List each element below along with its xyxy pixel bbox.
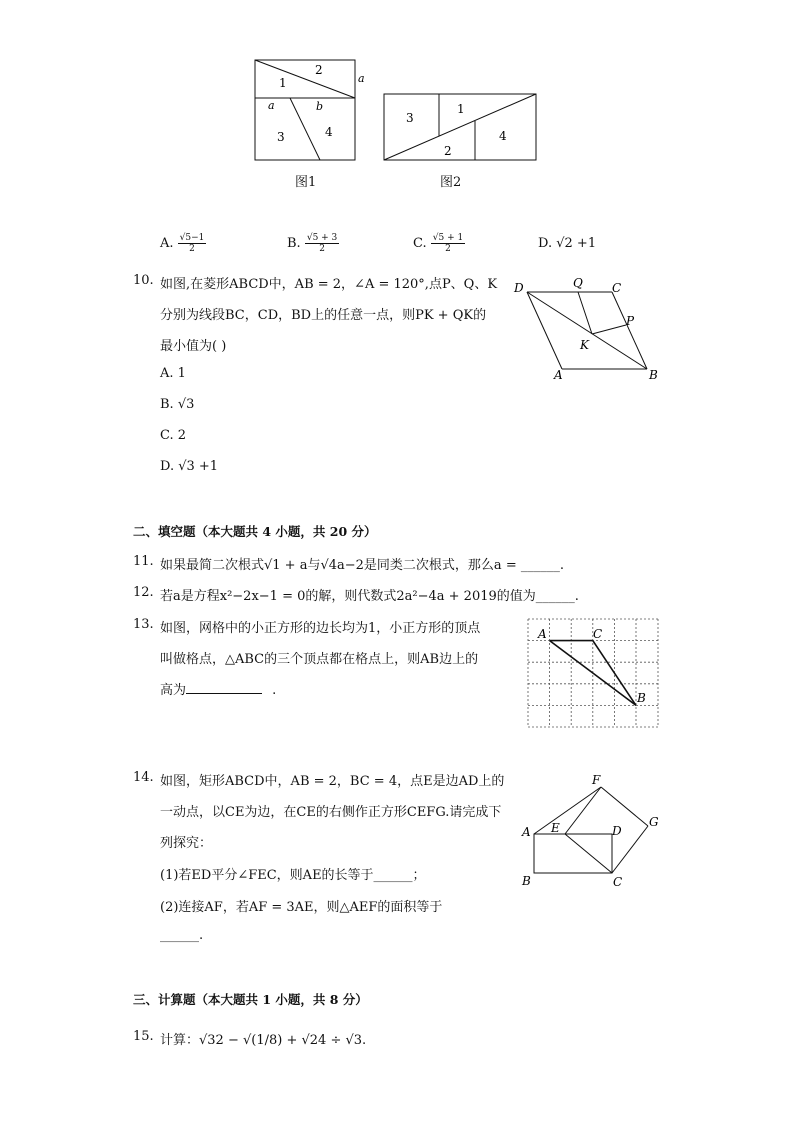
fig1-label-b-top: b bbox=[316, 100, 324, 113]
q15-number: 15. bbox=[133, 1029, 154, 1044]
section-3-heading: 三、计算题（本大题共 1 小题，共 8 分） bbox=[133, 992, 368, 1007]
fig1-label-4: 4 bbox=[325, 125, 333, 139]
q13-label-A: A bbox=[538, 627, 547, 641]
q9-option-c-fraction bbox=[431, 233, 465, 254]
q10-rhombus-diagram bbox=[510, 275, 665, 385]
fig2-label-1: 1 bbox=[457, 102, 465, 116]
q13-number: 13. bbox=[133, 617, 154, 632]
q10-label-P: P bbox=[626, 314, 635, 328]
q9-option-a-numerator: √5−1 bbox=[179, 233, 205, 243]
q9-option-d-text: √2 +1 bbox=[556, 236, 597, 251]
q10-label-C: C bbox=[612, 281, 622, 295]
q9-option-a-label: A. bbox=[160, 236, 174, 251]
q14-number: 14. bbox=[133, 770, 154, 785]
q14-label-C: C bbox=[613, 875, 623, 889]
q10-option-a: A. 1 bbox=[160, 366, 186, 381]
q14-line-5: (2)连接AF，若AF = 3AE，则△AEF的面积等于 bbox=[160, 900, 443, 915]
q10-line-2: 分别为线段BC，CD，BD上的任意一点，则PK + QK的 bbox=[160, 308, 487, 323]
q14-line-4: (1)若ED平分∠FEC，则AE的长等于______； bbox=[160, 868, 426, 883]
q10-label-Q: Q bbox=[573, 276, 583, 290]
q9-option-d bbox=[538, 236, 596, 251]
q10-label-A: A bbox=[554, 368, 563, 382]
q9-option-d-label: D. bbox=[538, 236, 553, 251]
q10-label-B: B bbox=[649, 368, 658, 382]
q14-line-3: 列探究： bbox=[160, 836, 213, 851]
q14-line-2: 一动点，以CE为边，在CE的右侧作正方形CEFG.请完成下 bbox=[160, 805, 502, 820]
q10-line-3: 最小值为( ) bbox=[160, 339, 227, 354]
q10-line-1: 如图,在菱形ABCD中，AB = 2，∠A = 120°,点P、Q、K bbox=[160, 277, 498, 292]
q9-option-b-label: B. bbox=[287, 236, 301, 251]
q9-option-b-fraction bbox=[305, 233, 339, 254]
q13-line-3-text: 高为 bbox=[160, 683, 187, 698]
fig1-label-3: 3 bbox=[277, 130, 285, 144]
figure-1 bbox=[250, 55, 375, 170]
q13-line-3 bbox=[160, 679, 276, 698]
q13-line-3-end: . bbox=[272, 683, 277, 698]
section-2-heading: 二、填空题（本大题共 4 小题，共 20 分） bbox=[133, 524, 377, 539]
q14-label-A: A bbox=[522, 825, 531, 839]
q15-text: 计算：√32 − √(1/8) + √24 ÷ √3. bbox=[160, 1033, 367, 1048]
q10-label-D: D bbox=[514, 281, 524, 295]
q9-option-b-denominator: 2 bbox=[319, 244, 325, 254]
q10-option-c: C. 2 bbox=[160, 428, 187, 443]
q9-option-a-fraction bbox=[178, 233, 207, 254]
q14-label-E: E bbox=[551, 821, 560, 835]
q10-number: 10. bbox=[133, 273, 154, 288]
q14-label-G: G bbox=[649, 815, 659, 829]
q10-label-K: K bbox=[580, 338, 589, 352]
fig2-label-4: 4 bbox=[499, 129, 507, 143]
q12-number: 12. bbox=[133, 585, 154, 600]
q14-label-B: B bbox=[522, 874, 531, 888]
fig1-label-a-side: a bbox=[358, 72, 365, 85]
q10-option-d: D. √3 +1 bbox=[160, 459, 219, 474]
q14-label-F: F bbox=[592, 773, 601, 787]
q9-option-c bbox=[413, 233, 465, 254]
q14-line-6: ______. bbox=[160, 928, 204, 943]
fig1-label-a-top: a bbox=[268, 99, 275, 112]
q9-option-b bbox=[287, 233, 339, 254]
q9-option-a-denominator: 2 bbox=[189, 244, 195, 254]
q14-label-D: D bbox=[612, 824, 622, 838]
q13-line-1: 如图，网格中的小正方形的边长均为1，小正方形的顶点 bbox=[160, 621, 481, 636]
fig1-label-2: 2 bbox=[315, 63, 323, 77]
q13-answer-blank bbox=[186, 681, 262, 694]
q13-line-2: 叫做格点，△ABC的三个顶点都在格点上，则AB边上的 bbox=[160, 652, 479, 667]
q9-option-c-denominator: 2 bbox=[445, 244, 451, 254]
q11-number: 11. bbox=[133, 554, 154, 569]
q13-grid-diagram bbox=[525, 616, 661, 730]
q10-option-b: B. √3 bbox=[160, 397, 195, 412]
q14-rectangle-diagram bbox=[515, 770, 665, 890]
q14-line-1: 如图，矩形ABCD中，AB = 2，BC = 4，点E是边AD上的 bbox=[160, 774, 505, 789]
q12-text: 若a是方程x²−2x−1 = 0的解，则代数式2a²−4a + 2019的值为______. bbox=[160, 589, 579, 604]
q13-label-C: C bbox=[593, 627, 603, 641]
q9-option-c-label: C. bbox=[413, 236, 427, 251]
fig1-label-1: 1 bbox=[279, 76, 287, 90]
q11-text: 如果最简二次根式√1 + a与√4a−2是同类二次根式，那么a = ______. bbox=[160, 558, 564, 573]
fig2-caption: 图2 bbox=[440, 175, 462, 190]
q9-option-b-numerator: √5 + 3 bbox=[306, 233, 338, 243]
fig1-caption: 图1 bbox=[295, 175, 317, 190]
q9-option-c-numerator: √5 + 1 bbox=[432, 233, 464, 243]
q13-label-B: B bbox=[637, 691, 646, 705]
fig2-label-3: 3 bbox=[406, 111, 414, 125]
figure-2 bbox=[380, 90, 542, 165]
q9-option-a bbox=[160, 233, 206, 254]
fig2-label-2: 2 bbox=[444, 144, 452, 158]
